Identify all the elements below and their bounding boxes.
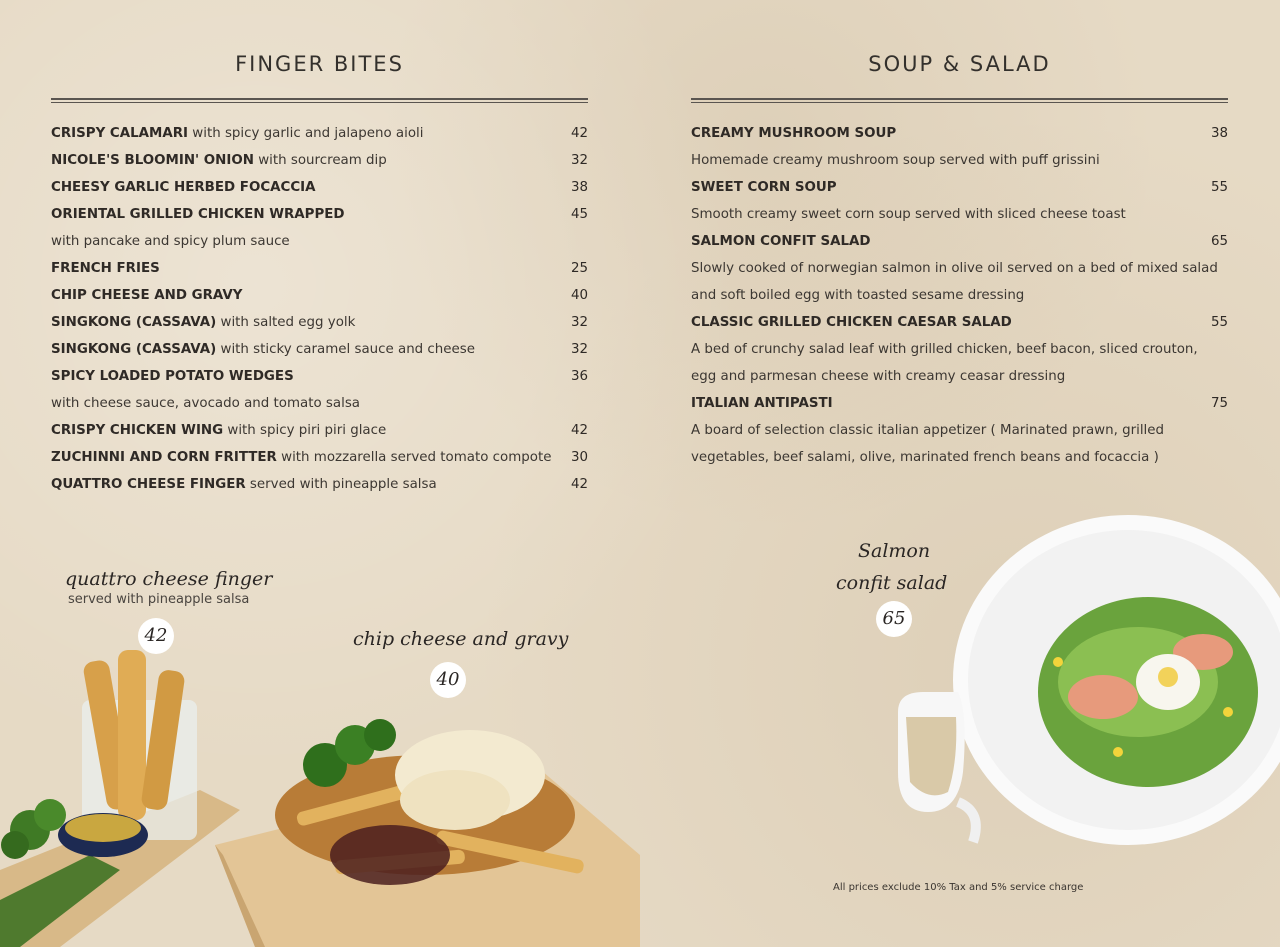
menu-item-name: QUATTRO CHEESE FINGER xyxy=(51,477,246,492)
menu-item-name: ITALIAN ANTIPASTI xyxy=(691,396,833,411)
divider xyxy=(691,102,1228,103)
menu-item-price: 55 xyxy=(1210,180,1228,195)
menu-item-row xyxy=(51,444,588,471)
menu-item-row xyxy=(51,201,588,228)
menu-item-description: with sourcream dip xyxy=(253,153,387,168)
quattro-price-badge: 42 xyxy=(138,618,174,654)
soup-salad-heading: SOUP & SALAD xyxy=(868,52,1051,76)
menu-item-description: with spicy piri piri glace xyxy=(223,423,387,438)
menu-item-description: egg and parmesan cheese with creamy ceasar dressing xyxy=(691,369,1066,384)
quattro-cheese-finger-photo xyxy=(0,640,240,947)
menu-item-name: CHIP CHEESE AND GRAVY xyxy=(51,288,243,303)
menu-item-row xyxy=(51,174,588,201)
salmon-feature-title-2: confit salad xyxy=(836,572,948,594)
menu-item-name: SINGKONG (CASSAVA) xyxy=(51,342,217,357)
menu-item-row xyxy=(51,228,588,255)
menu-item-description: served with pineapple salsa xyxy=(245,477,437,492)
menu-item-description: and soft boiled egg with toasted sesame dressing xyxy=(691,288,1025,303)
quattro-feature-subtitle: served with pineapple salsa xyxy=(68,592,250,607)
menu-item-name: CRISPY CHICKEN WING xyxy=(51,423,224,438)
finger-bites-list xyxy=(51,120,588,498)
menu-item-price: 30 xyxy=(570,450,588,465)
menu-item-description: A bed of crunchy salad leaf with grilled chicken, beef bacon, sliced crouton, xyxy=(691,342,1198,357)
menu-item-row xyxy=(691,228,1228,255)
menu-item-description: with pancake and spicy plum sauce xyxy=(51,234,290,249)
menu-item-price: 42 xyxy=(570,423,588,438)
menu-item-price: 32 xyxy=(570,315,588,330)
menu-item-name: SINGKONG (CASSAVA) xyxy=(51,315,217,330)
menu-item-name: CRISPY CALAMARI xyxy=(51,126,189,141)
menu-item-price: 42 xyxy=(570,477,588,492)
menu-item-row xyxy=(51,390,588,417)
menu-item-name: ORIENTAL GRILLED CHICKEN WRAPPED xyxy=(51,207,345,222)
menu-item-price: 32 xyxy=(570,342,588,357)
menu-item-row xyxy=(691,390,1228,417)
menu-item-row xyxy=(51,471,588,498)
menu-item-row xyxy=(691,282,1228,309)
divider xyxy=(51,98,588,100)
menu-item-row xyxy=(691,255,1228,282)
menu-item-description: with mozzarella served tomato compote xyxy=(276,450,552,465)
chip-feature-title: chip cheese and gravy xyxy=(353,628,569,650)
menu-item-name: FRENCH FRIES xyxy=(51,261,160,276)
menu-item-row xyxy=(51,336,588,363)
chip-price-badge: 40 xyxy=(430,662,466,698)
menu-item-name: ZUCHINNI AND CORN FRITTER xyxy=(51,450,277,465)
menu-item-description: vegetables, beef salami, olive, marinated french beans and focaccia ) xyxy=(691,450,1159,465)
chip-cheese-gravy-photo xyxy=(215,705,640,947)
menu-item-name: SWEET CORN SOUP xyxy=(691,180,837,195)
menu-item-price: 55 xyxy=(1210,315,1228,330)
menu-item-description: with sticky caramel sauce and cheese xyxy=(216,342,475,357)
menu-item-row xyxy=(51,147,588,174)
menu-item-price: 40 xyxy=(570,288,588,303)
menu-item-price: 38 xyxy=(570,180,588,195)
menu-item-price: 65 xyxy=(1210,234,1228,249)
menu-item-description: with cheese sauce, avocado and tomato salsa xyxy=(51,396,361,411)
menu-item-row xyxy=(51,120,588,147)
menu-item-row xyxy=(691,120,1228,147)
menu-item-price: 38 xyxy=(1210,126,1228,141)
menu-item-price: 36 xyxy=(570,369,588,384)
menu-item-price: 32 xyxy=(570,153,588,168)
menu-item-description: Smooth creamy sweet corn soup served with sliced cheese toast xyxy=(691,207,1126,222)
menu-item-description: A board of selection classic italian appetizer ( Marinated prawn, grilled xyxy=(691,423,1165,438)
divider xyxy=(51,102,588,103)
menu-item-row xyxy=(691,417,1228,444)
price-disclaimer: All prices exclude 10% Tax and 5% service charge xyxy=(833,882,1084,893)
menu-item-price: 45 xyxy=(570,207,588,222)
menu-item-row xyxy=(691,201,1228,228)
salmon-price-badge: 65 xyxy=(876,601,912,637)
menu-item-row xyxy=(51,363,588,390)
menu-item-row xyxy=(691,309,1228,336)
menu-item-description: Slowly cooked of norwegian salmon in olive oil served on a bed of mixed salad xyxy=(691,261,1218,276)
menu-item-row xyxy=(691,174,1228,201)
soup-salad-list xyxy=(691,120,1228,471)
menu-item-row xyxy=(51,309,588,336)
menu-item-name: SPICY LOADED POTATO WEDGES xyxy=(51,369,294,384)
menu-item-row xyxy=(51,282,588,309)
menu-item-description: with salted egg yolk xyxy=(216,315,356,330)
menu-item-name: CREAMY MUSHROOM SOUP xyxy=(691,126,897,141)
menu-item-description: with spicy garlic and jalapeno aioli xyxy=(188,126,424,141)
finger-bites-heading: FINGER BITES xyxy=(235,52,404,76)
menu-item-row xyxy=(51,417,588,444)
menu-item-row xyxy=(691,147,1228,174)
menu-item-name: NICOLE'S BLOOMIN' ONION xyxy=(51,153,254,168)
quattro-feature-title: quattro cheese finger xyxy=(65,568,273,590)
menu-item-price: 75 xyxy=(1210,396,1228,411)
divider xyxy=(691,98,1228,100)
menu-item-row xyxy=(51,255,588,282)
menu-item-description: Homemade creamy mushroom soup served with puff grissini xyxy=(691,153,1100,168)
menu-item-name: CHEESY GARLIC HERBED FOCACCIA xyxy=(51,180,316,195)
salmon-confit-salad-photo xyxy=(888,512,1280,852)
menu-item-name: CLASSIC GRILLED CHICKEN CAESAR SALAD xyxy=(691,315,1012,330)
menu-item-row xyxy=(691,444,1228,471)
menu-item-price: 25 xyxy=(570,261,588,276)
salmon-feature-title-1: Salmon xyxy=(858,540,931,562)
menu-item-name: SALMON CONFIT SALAD xyxy=(691,234,871,249)
menu-item-row xyxy=(691,363,1228,390)
menu-item-price: 42 xyxy=(570,126,588,141)
menu-item-row xyxy=(691,336,1228,363)
